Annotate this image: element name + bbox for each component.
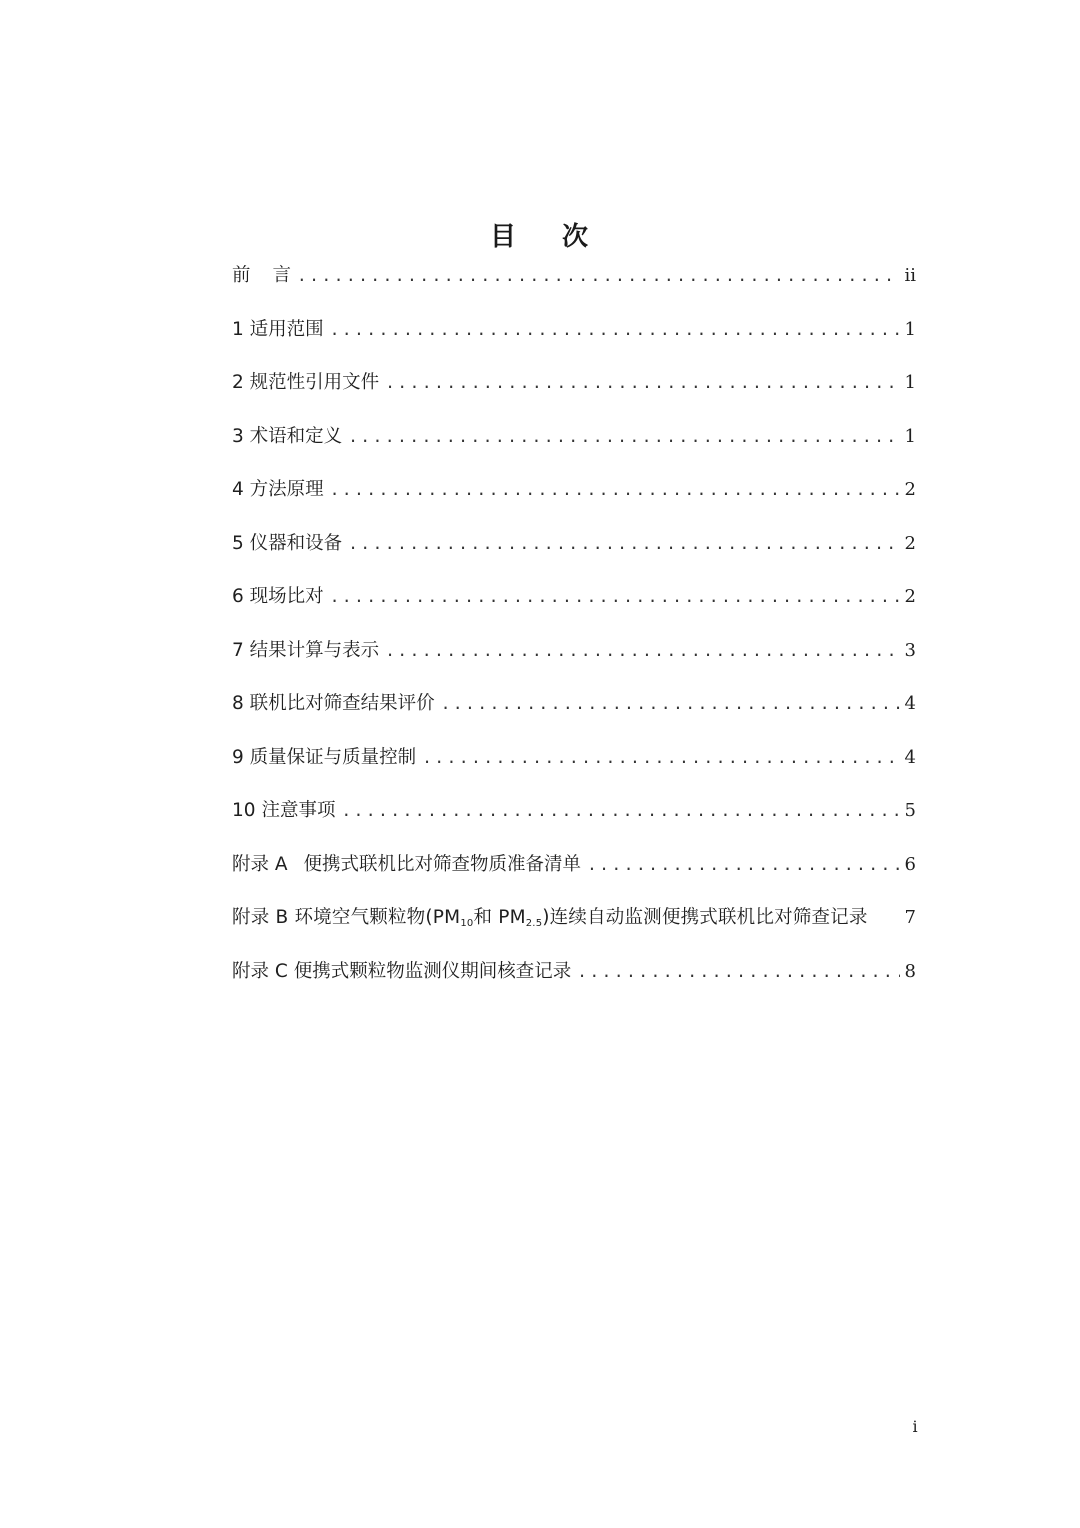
toc-entry-2[interactable] bbox=[232, 364, 916, 418]
dot-leader bbox=[297, 257, 900, 295]
toc-page-number: 4 bbox=[904, 693, 916, 714]
toc-entry-label: 4 方法原理 bbox=[232, 479, 324, 500]
toc-entry-label: 附录 A 便携式联机比对筛查物质准备清单 bbox=[232, 853, 582, 875]
toc-page-number: 1 bbox=[904, 425, 916, 447]
toc-entry-label: 7 结果计算与表示 bbox=[232, 639, 380, 661]
dot-leader bbox=[348, 418, 900, 456]
toc-entry-label: 1 适用范围 bbox=[232, 318, 324, 340]
toc-entry-label: 2 规范性引用文件 bbox=[232, 372, 380, 393]
toc-entry-6[interactable] bbox=[232, 578, 916, 632]
dot-leader bbox=[577, 953, 900, 991]
toc-entry-foreword[interactable] bbox=[232, 257, 916, 311]
page-title bbox=[0, 217, 1080, 257]
dot-leader bbox=[441, 685, 900, 723]
dot-leader bbox=[385, 364, 900, 402]
toc-page-number: 6 bbox=[904, 853, 916, 875]
toc-page-number: ii bbox=[904, 265, 916, 286]
toc-entry-appendix-c[interactable] bbox=[232, 953, 916, 1007]
toc-entry-label: 8 联机比对筛查结果评价 bbox=[232, 693, 435, 714]
dot-leader bbox=[587, 846, 900, 884]
toc-entry-10[interactable] bbox=[232, 792, 916, 846]
dot-leader bbox=[330, 311, 900, 349]
dot-leader bbox=[385, 632, 900, 670]
dot-leader bbox=[348, 525, 900, 563]
toc-page-number: 7 bbox=[904, 907, 916, 928]
toc-entry-label: 前 言 bbox=[232, 265, 292, 286]
toc-entry-8[interactable] bbox=[232, 685, 916, 739]
toc-entry-label: 9 质量保证与质量控制 bbox=[232, 746, 417, 768]
toc-entry-1[interactable] bbox=[232, 311, 916, 365]
toc-page-number: 2 bbox=[904, 479, 916, 500]
toc-entry-5[interactable] bbox=[232, 525, 916, 579]
toc-entry-9[interactable] bbox=[232, 739, 916, 793]
title-char-1: 目 bbox=[489, 222, 518, 253]
toc-page-number: 5 bbox=[904, 800, 916, 821]
toc-page-number: 8 bbox=[904, 960, 916, 982]
toc-page-number: 4 bbox=[904, 746, 916, 768]
toc-entry-4[interactable] bbox=[232, 471, 916, 525]
dot-leader bbox=[422, 739, 900, 777]
toc-entry-label: 附录 B 环境空气颗粒物($PM_{10}$和 $PM_{2.5}$)连续自动监测便携式联机比对筛查记录 bbox=[232, 907, 868, 929]
toc-page-number: 2 bbox=[904, 586, 916, 607]
toc-entry-7[interactable] bbox=[232, 632, 916, 686]
toc-entry-3[interactable] bbox=[232, 418, 916, 472]
toc-page-number: 3 bbox=[904, 639, 916, 661]
toc-page-number: 2 bbox=[904, 532, 916, 554]
toc-entry-appendix-b[interactable] bbox=[232, 899, 916, 953]
title-char-2: 次 bbox=[562, 222, 591, 253]
table-of-contents bbox=[232, 257, 916, 1006]
toc-entry-label: 6 现场比对 bbox=[232, 586, 324, 607]
toc-page-number: 1 bbox=[904, 372, 916, 393]
toc-entry-label: 附录 C 便携式颗粒物监测仪期间核查记录 bbox=[232, 960, 572, 982]
toc-entry-label: 10 注意事项 bbox=[232, 800, 336, 821]
toc-entry-label: 3 术语和定义 bbox=[232, 425, 343, 447]
dot-leader bbox=[330, 471, 900, 509]
toc-page-number: 1 bbox=[904, 318, 916, 340]
page-number: i bbox=[912, 1417, 918, 1436]
dot-leader bbox=[330, 578, 900, 616]
toc-entry-label: 5 仪器和设备 bbox=[232, 532, 343, 554]
dot-leader bbox=[341, 792, 900, 830]
toc-entry-appendix-a[interactable] bbox=[232, 846, 916, 900]
